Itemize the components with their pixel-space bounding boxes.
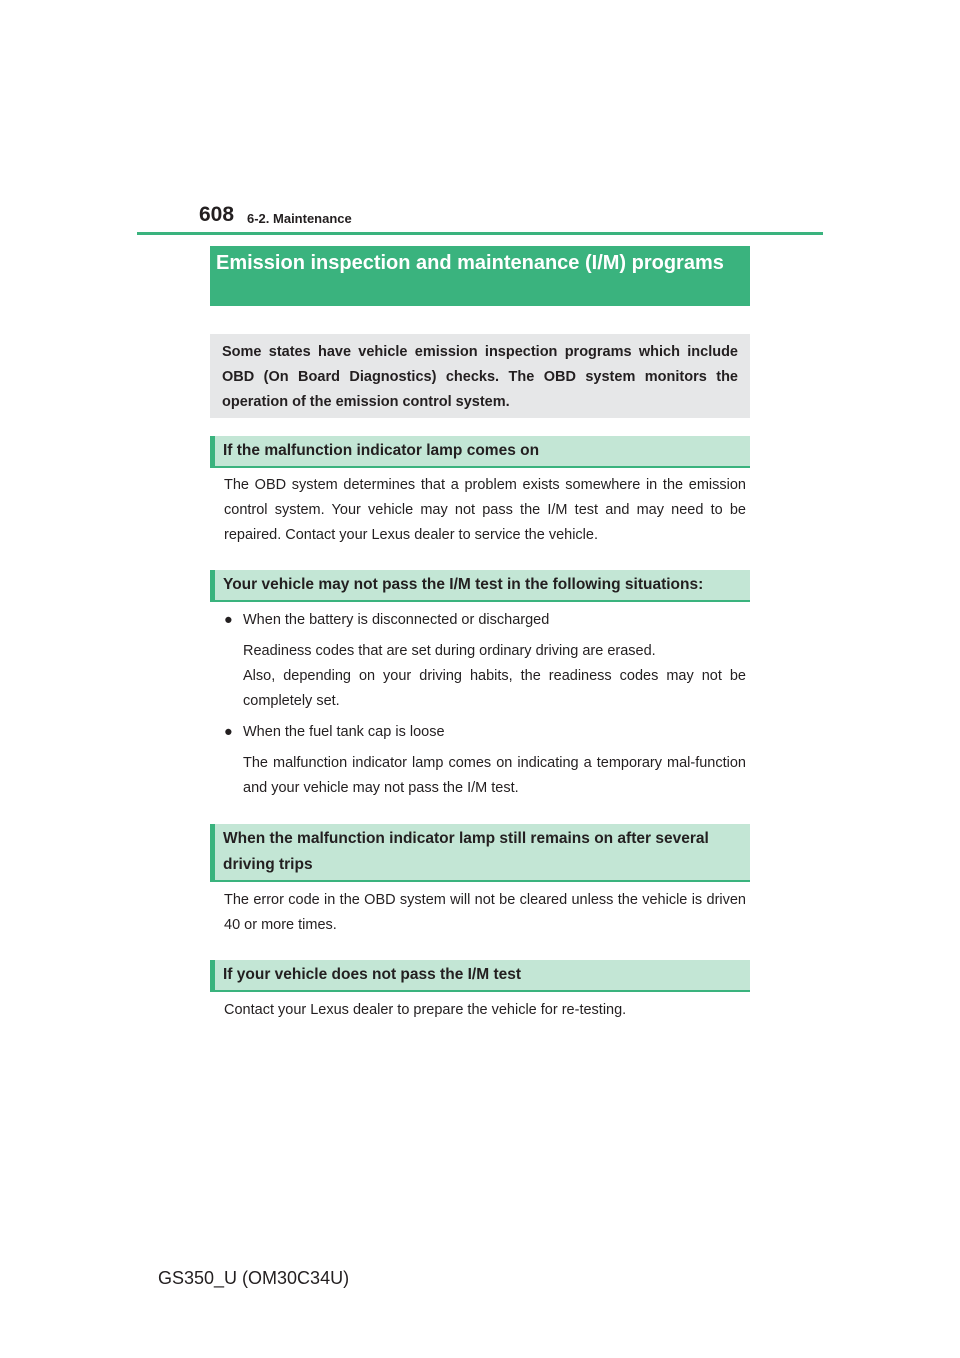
footer-model-code: GS350_U (OM30C34U) xyxy=(158,1268,350,1288)
intro-box: Some states have vehicle emission inspection programs which include OBD (On Board Diagnostics) checks. The OBD system monitors the operation of the emission control system. xyxy=(210,334,750,418)
bullet-text: When the battery is disconnected or discharged xyxy=(243,612,550,628)
subheading-may-not-pass: Your vehicle may not pass the I/M test in the following situations: xyxy=(210,570,750,602)
page-number: 608 xyxy=(199,203,235,226)
section-label: 6-2. Maintenance xyxy=(247,211,352,226)
page-title: Emission inspection and maintenance (I/M) programs xyxy=(216,252,724,274)
title-banner xyxy=(210,246,750,306)
bullet-icon: ● xyxy=(224,724,233,740)
bullet-text: When the fuel tank cap is loose xyxy=(243,724,445,740)
subheading-does-not-pass: If your vehicle does not pass the I/M test xyxy=(210,960,750,992)
paragraph-malfunction-lamp: The OBD system determines that a problem exists somewhere in the emission control system. Your vehicle may not pass the I/M test and may need to be repaired. Contact your Lexus dealer to service the vehicle. xyxy=(224,477,746,543)
bullet-detail: The malfunction indicator lamp comes on indicating a temporary mal-function and your vehicle may not pass the I/M test. xyxy=(243,755,746,796)
bullet-item xyxy=(224,720,445,745)
subheading-lamp-remains-on: When the malfunction indicator lamp still remains on after several driving trips xyxy=(210,824,750,882)
paragraph-lamp-remains-on: The error code in the OBD system will not be cleared unless the vehicle is driven 40 or more times. xyxy=(224,892,746,933)
subheading-malfunction-lamp: If the malfunction indicator lamp comes on xyxy=(210,436,750,468)
bullet-detail: Readiness codes that are set during ordinary driving are erased. xyxy=(243,643,656,659)
header-rule xyxy=(137,232,823,235)
bullet-item xyxy=(224,608,549,633)
paragraph-does-not-pass: Contact your Lexus dealer to prepare the vehicle for re-testing. xyxy=(224,1002,627,1018)
bullet-detail: Also, depending on your driving habits, the readiness codes may not be completely set. xyxy=(243,668,746,709)
bullet-icon: ● xyxy=(224,612,233,628)
